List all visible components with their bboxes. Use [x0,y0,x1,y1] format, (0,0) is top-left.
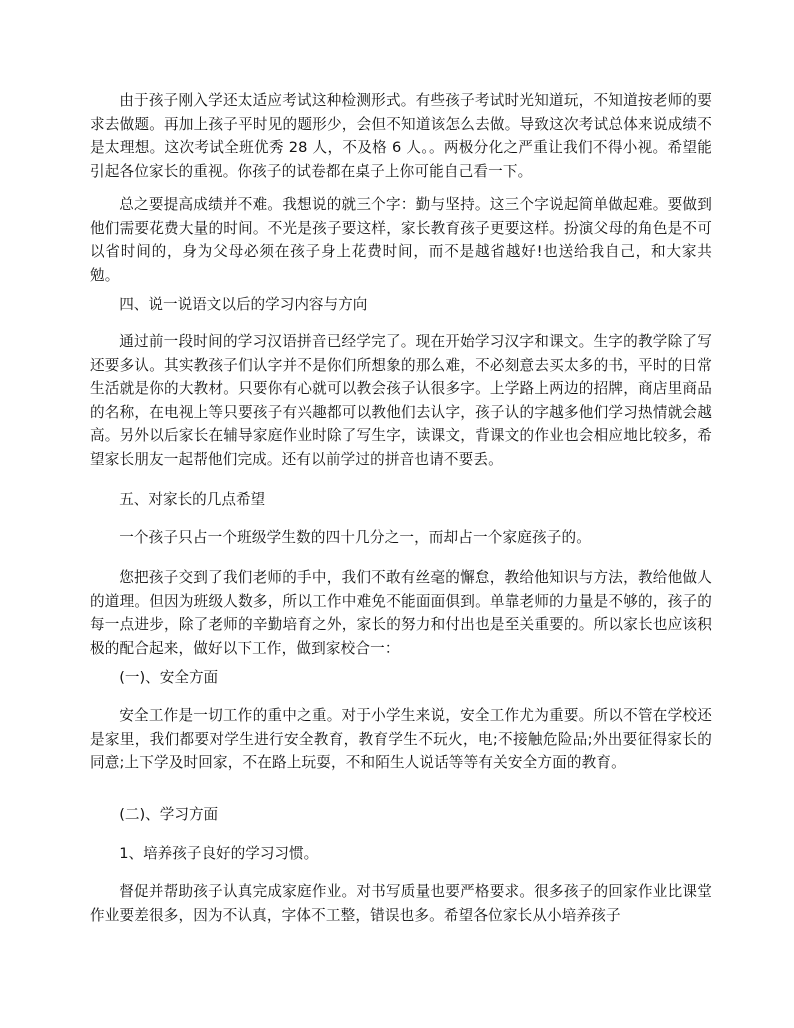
subsection-heading-safety: (一)、安全方面 [119,669,219,686]
paragraph-safety: 安全工作是一切工作的重中之重。对于小学生来说，安全工作尤为重要。所以不管在学校还是家里，我们都要对学生进行安全教育，教育学生不玩火，电;不接触危险品;外出要征得家长的同意;上下学及时回家，不在路上玩耍，不和陌生人说话等等有关安全方面的教育。 [90,707,712,771]
paragraph-one-child: 一个孩子只占一个班级学生数的四十几分之一，而却占一个家庭孩子的。 [119,529,591,546]
paragraph-exam-results: 由于孩子刚入学还太适应考试这种检测形式。有些孩子考试时光知道玩，不知道按老师的要求去做题。再加上孩子平时见的题形少，会但不知道该怎么去做。导致这次考试总体来说成绩不是太理想。这次考试全班优秀 28 人，不及格 6 人。。两极分化之严重让我们不得小视。希望能引起各位家长的重视。你孩子的试卷都在桌子上你可能自己看一下。 [90,92,712,180]
subsection-heading-study: (二)、学习方面 [119,806,219,823]
section-heading-five: 五、对家长的几点希望 [119,491,266,508]
paragraph-teacher-parent: 您把孩子交到了我们老师的手中，我们不敢有丝毫的懈怠，教给他知识与方法，教给他做人的道理。但因为班级人数多，所以工作中难免不能面面俱到。单靠老师的力量是不够的，孩子的每一点进步，除了老师的辛勤培育之外，家长的努力和付出也是至关重要的。所以家长也应该积极的配合起来，做好以下工作，做到家校合一： [90,569,712,657]
paragraph-homework: 督促并帮助孩子认真完成家庭作业。对书写质量也要严格要求。很多孩子的回家作业比课堂作业要差很多，因为不认真，字体不工整，错误也多。希望各位家长从小培养孩子 [90,883,712,924]
item-heading-habits: 1、培养孩子良好的学习习惯。 [119,845,319,862]
paragraph-chinese-learning: 通过前一段时间的学习汉语拼音已经学完了。现在开始学习汉字和课文。生字的教学除了写还要多认。其实教孩子们认字并不是你们所想象的那么难，不必刻意去买太多的书，平时的日常生活就是你的大教材。只要你有心就可以教会孩子认很多字。上学路上两边的招牌，商店里商品的名称，在电视上等只要孩子有兴趣都可以教他们去认字，孩子认的字越多他们学习热情就会越高。另外以后家长在辅导家庭作业时除了写生字，读课文，背课文的作业也会相应地比较多，希望家长朋友一起帮他们完成。还有以前学过的拼音也请不要丢。 [90,333,712,468]
paragraph-diligence: 总之要提高成绩并不难。我想说的就三个字：勤与坚持。这三个字说起简单做起难。要做到他们需要花费大量的时间。不光是孩子要这样，家长教育孩子更要这样。扮演父母的角色是不可以省时间的，身为父母必须在孩子身上花费时间，而不是越省越好!也送给我自己，和大家共勉。 [90,196,712,284]
section-heading-four: 四、说一说语文以后的学习内容与方向 [119,296,368,313]
